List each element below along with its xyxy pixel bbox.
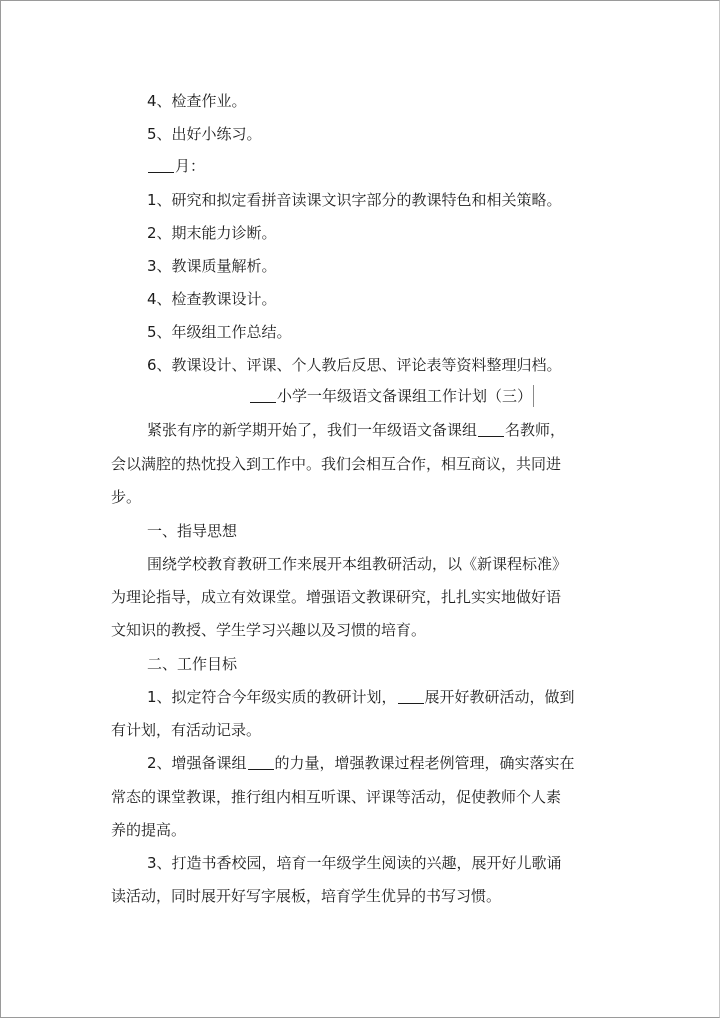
text-line xyxy=(147,124,720,144)
text-run: 步。 xyxy=(111,488,142,506)
text-run: 2、期末能力诊断。 xyxy=(147,224,277,242)
paragraph-line xyxy=(147,853,720,873)
list-item xyxy=(147,322,720,342)
paragraph-line xyxy=(111,820,720,840)
paragraph-line xyxy=(111,620,720,640)
paragraph-line xyxy=(147,554,720,574)
text-line xyxy=(147,91,720,111)
text-run: 常态的课堂教课，推行组内相互听课、评课等活动，促使教师个人素 xyxy=(111,788,562,806)
fill-in-blank xyxy=(248,768,274,770)
text-run: 6、教课设计、评课、个人教后反思、评论表等资料整理归档。 xyxy=(147,356,562,374)
paragraph-line xyxy=(147,687,720,707)
text-run: 3、打造书香校园，培育一年级学生阅读的兴趣，展开好儿歌诵 xyxy=(147,854,562,872)
text-run: 围绕学校教育教研工作来展开本组教研活动，以《新课程标准》 xyxy=(147,555,568,573)
text-run: 1、拟定符合今年级实质的教研计划， xyxy=(147,688,397,706)
fill-in-blank xyxy=(398,702,424,704)
text-run: 月： xyxy=(175,157,206,175)
paragraph-line xyxy=(111,787,720,807)
list-item xyxy=(147,289,720,309)
fill-in-blank xyxy=(478,435,504,437)
text-run: 展开好教研活动，做到 xyxy=(424,688,575,706)
text-run: 1、研究和拟定看拼音读课文识字部分的教课特色和相关策略。 xyxy=(147,191,562,209)
text-run: 读活动，同时展开好写字展板，培育学生优异的书写习惯。 xyxy=(111,887,502,905)
text-run: 名教师， xyxy=(505,421,566,439)
paragraph-line xyxy=(147,420,720,440)
section-title xyxy=(249,386,720,406)
paragraph-line xyxy=(111,487,720,507)
text-run: 的力量，增强教课过程老例管理，确实落实在 xyxy=(274,754,575,772)
text-run: 二、工作目标 xyxy=(147,655,238,673)
list-item xyxy=(147,355,720,375)
section-heading xyxy=(147,654,720,674)
text-run: 有计划，有活动记录。 xyxy=(111,721,262,739)
text-run: 一、指导思想 xyxy=(147,522,238,540)
fill-in-blank xyxy=(148,171,174,173)
section-heading xyxy=(147,521,720,541)
text-run: 为理论指导，成立有效课堂。增强语文教课研究，扎扎实实地做好语 xyxy=(111,588,562,606)
text-run: 3、教课质量解析。 xyxy=(147,257,277,275)
paragraph-line xyxy=(111,886,720,906)
text-run: 会以满腔的热忱投入到工作中。我们会相互合作，相互商议，共同进 xyxy=(111,455,562,473)
paragraph-line xyxy=(147,753,720,773)
list-item xyxy=(147,223,720,243)
text-run: 紧张有序的新学期开始了，我们一年级语文备课组 xyxy=(147,421,478,439)
text-run: 小学一年级语文备课组工作计划（三） xyxy=(277,387,533,405)
text-run: 2、增强备课组 xyxy=(147,754,247,772)
list-item xyxy=(147,190,720,210)
text-run: 4、检查作业。 xyxy=(147,92,247,110)
text-run: 养的提高。 xyxy=(111,821,187,839)
paragraph-line xyxy=(111,587,720,607)
fill-in-blank xyxy=(250,401,276,403)
paragraph-line xyxy=(111,454,720,474)
text-run: 5、出好小练习。 xyxy=(147,125,262,143)
paragraph-line xyxy=(111,720,720,740)
list-item xyxy=(147,256,720,276)
text-run: 4、检查教课设计。 xyxy=(147,290,277,308)
month-heading xyxy=(147,156,720,176)
text-run: 5、年级组工作总结。 xyxy=(147,323,292,341)
text-run: 文知识的教授、学生学习兴趣以及习惯的培育。 xyxy=(111,621,427,639)
